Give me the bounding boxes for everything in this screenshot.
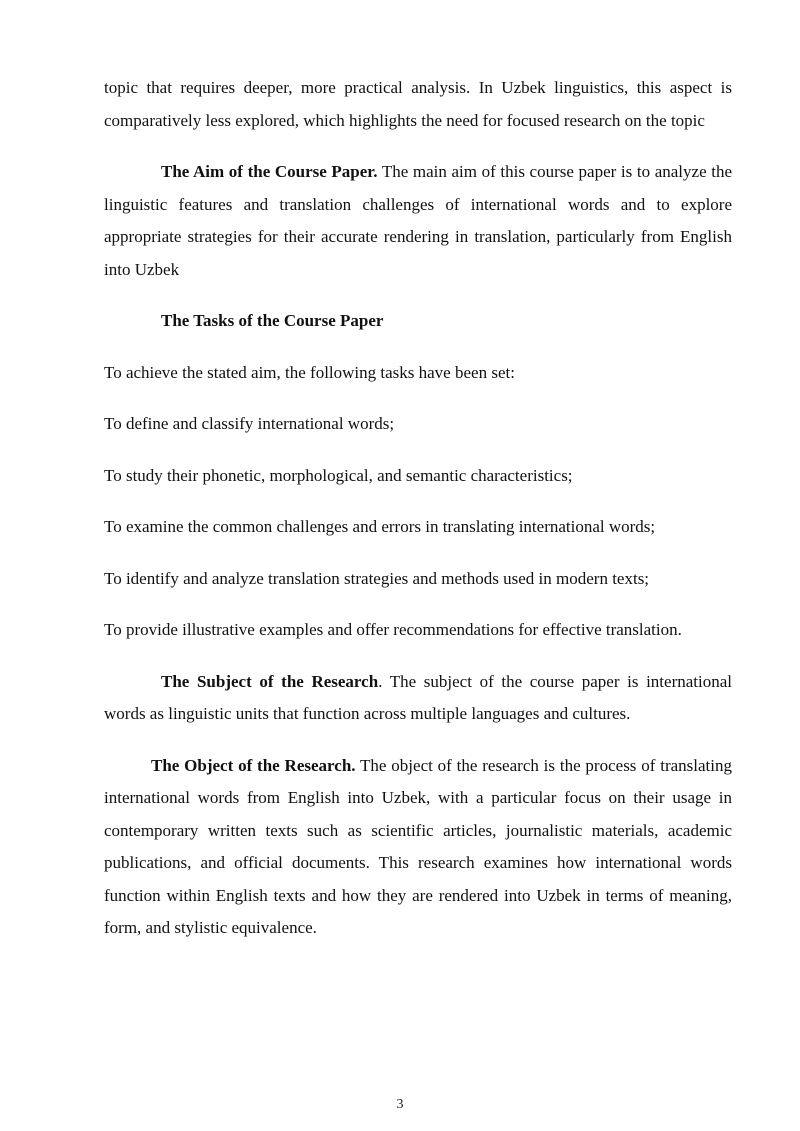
page-body	[104, 72, 732, 945]
subject-heading: The Subject of the Research	[161, 671, 379, 691]
task-item: To study their phonetic, morphological, and semantic characteristics;	[104, 465, 573, 485]
continuation-paragraph: topic that requires deeper, more practical analysis. In Uzbek linguistics, this aspect is comparatively less explored, which highlights the need for focused research on the topic	[104, 78, 732, 130]
subject-text: . The subject of the course paper is international words as linguistic units that function across multiple languages and cultures.	[104, 671, 732, 723]
tasks-intro: To achieve the stated aim, the following tasks have been set:	[104, 362, 515, 382]
object-text: The object of the research is the process of translating international words from English into Uzbek, with a particular focus on their usage in contemporary written texts such as scientific articles, journalistic materials, academic publications, and official documents. This research examines how international words function within English texts and how they are rendered into Uzbek in terms of meaning, form, and stylistic equivalence.	[104, 755, 732, 937]
page-number: 3	[396, 1097, 404, 1112]
task-item: To identify and analyze translation strategies and methods used in modern texts;	[104, 568, 650, 588]
aim-heading: The Aim of the Course Paper.	[161, 162, 378, 181]
task-item: To examine the common challenges and errors in translating international words;	[104, 517, 656, 536]
aim-text: The main aim of this course paper is to analyze the linguistic features and translation challenges of international words and to explore appropriate strategies for their accurate rendering in translation, particularly from English into Uzbek	[104, 162, 732, 279]
object-paragraph	[104, 750, 732, 945]
task-item: To provide illustrative examples and offer recommendations for effective translation.	[104, 620, 682, 639]
subject-paragraph	[104, 666, 732, 731]
aim-paragraph	[104, 156, 732, 286]
tasks-heading: The Tasks of the Course Paper	[161, 311, 384, 330]
task-item: To define and classify international words;	[104, 414, 395, 433]
object-heading: The Object of the Research.	[151, 755, 356, 775]
